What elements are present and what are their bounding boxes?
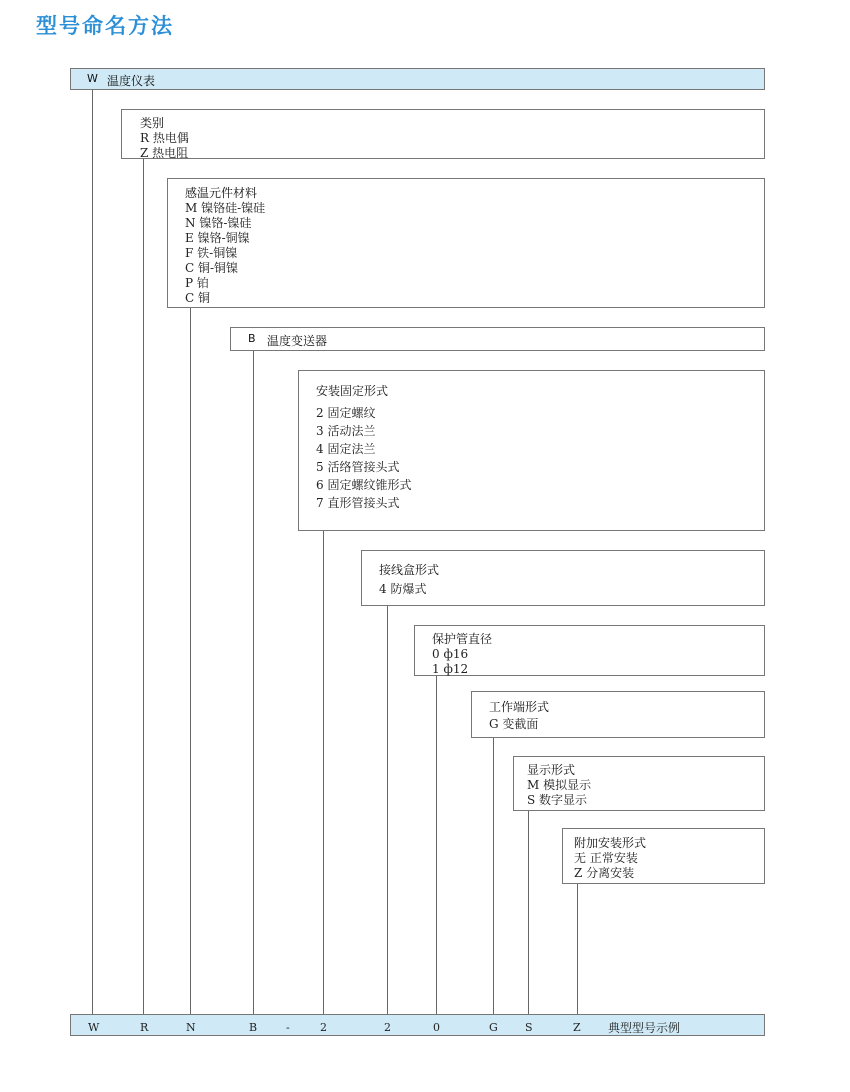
example-code-extra: Z [573, 1021, 581, 1034]
connector-line-category [143, 158, 144, 1014]
junction-box [361, 550, 765, 606]
mounting-title: 安装固定形式 [316, 384, 389, 398]
element-material-item: C 铜 [185, 291, 210, 305]
display-item: M 模拟显示 [527, 778, 592, 792]
display-title: 显示形式 [527, 763, 576, 777]
category-title: 类别 [140, 116, 165, 130]
connector-line-junction [387, 605, 388, 1014]
display-box [513, 756, 765, 811]
connector-line-material [190, 307, 191, 1014]
extra-mounting-box [562, 828, 765, 884]
element-material-item: M 镍铬硅-镍硅 [185, 201, 266, 215]
junction-box-title: 接线盒形式 [379, 563, 440, 577]
example-code-junction: 2 [384, 1021, 391, 1034]
protection-tube-item: 0 ф16 [432, 647, 469, 661]
mounting-box [298, 370, 765, 531]
element-material-box [167, 178, 765, 308]
element-material-item: C 铜-铜镍 [185, 261, 239, 275]
connector-line-extra [577, 883, 578, 1014]
display-item: S 数字显示 [527, 793, 588, 807]
element-material-item: N 镍铬-镍硅 [185, 216, 252, 230]
protection-tube-box [414, 625, 765, 676]
example-code-w: W [88, 1021, 100, 1034]
mounting-item: 4 固定法兰 [316, 442, 376, 456]
transmitter-box [230, 327, 765, 351]
connector-line-tube [436, 675, 437, 1014]
element-material-item: F 铁-铜镍 [185, 246, 238, 260]
top-bar-code: W [87, 72, 98, 85]
example-code-b: B [249, 1021, 258, 1034]
example-code-dash: - [286, 1021, 290, 1034]
mounting-item: 5 活络管接头式 [316, 460, 400, 474]
example-code-n: N [186, 1021, 196, 1034]
example-code-working-end: G [489, 1021, 498, 1034]
working-end-item: G 变截面 [489, 717, 539, 731]
mounting-item: 6 固定螺纹锥形式 [316, 478, 412, 492]
page-title: 型号命名方法 [36, 14, 174, 38]
protection-tube-title: 保护管直径 [432, 632, 493, 646]
mounting-item: 2 固定螺纹 [316, 406, 376, 420]
extra-mounting-title: 附加安装形式 [574, 836, 647, 850]
transmitter-label: 温度变送器 [267, 334, 328, 348]
category-item: Z 热电阻 [140, 146, 189, 160]
example-code-r: R [140, 1021, 149, 1034]
connector-line-w [92, 90, 93, 1014]
category-item: R 热电偶 [140, 131, 189, 145]
connector-line-mounting [323, 530, 324, 1014]
extra-mounting-item: 无 正常安装 [574, 851, 638, 865]
element-material-item: P 铂 [185, 276, 209, 290]
top-bar [70, 68, 765, 90]
protection-tube-item: 1 ф12 [432, 662, 469, 676]
connector-line-transmitter [253, 350, 254, 1014]
category-box [121, 109, 765, 159]
working-end-box [471, 691, 765, 738]
connector-line-working-end [493, 737, 494, 1014]
mounting-item: 3 活动法兰 [316, 424, 376, 438]
transmitter-code: B [248, 332, 256, 345]
example-code-mounting: 2 [320, 1021, 327, 1034]
top-bar-label: 温度仪表 [107, 74, 156, 88]
example-caption: 典型型号示例 [608, 1021, 681, 1035]
element-material-item: E 镍铬-铜镍 [185, 231, 250, 245]
example-code-display: S [525, 1021, 533, 1034]
connector-line-display [528, 810, 529, 1014]
element-material-title: 感温元件材料 [185, 186, 258, 200]
mounting-item: 7 直形管接头式 [316, 496, 400, 510]
working-end-title: 工作端形式 [489, 700, 550, 714]
example-code-tube: 0 [433, 1021, 440, 1034]
extra-mounting-item: Z 分离安装 [574, 866, 635, 880]
junction-box-item: 4 防爆式 [379, 582, 427, 596]
